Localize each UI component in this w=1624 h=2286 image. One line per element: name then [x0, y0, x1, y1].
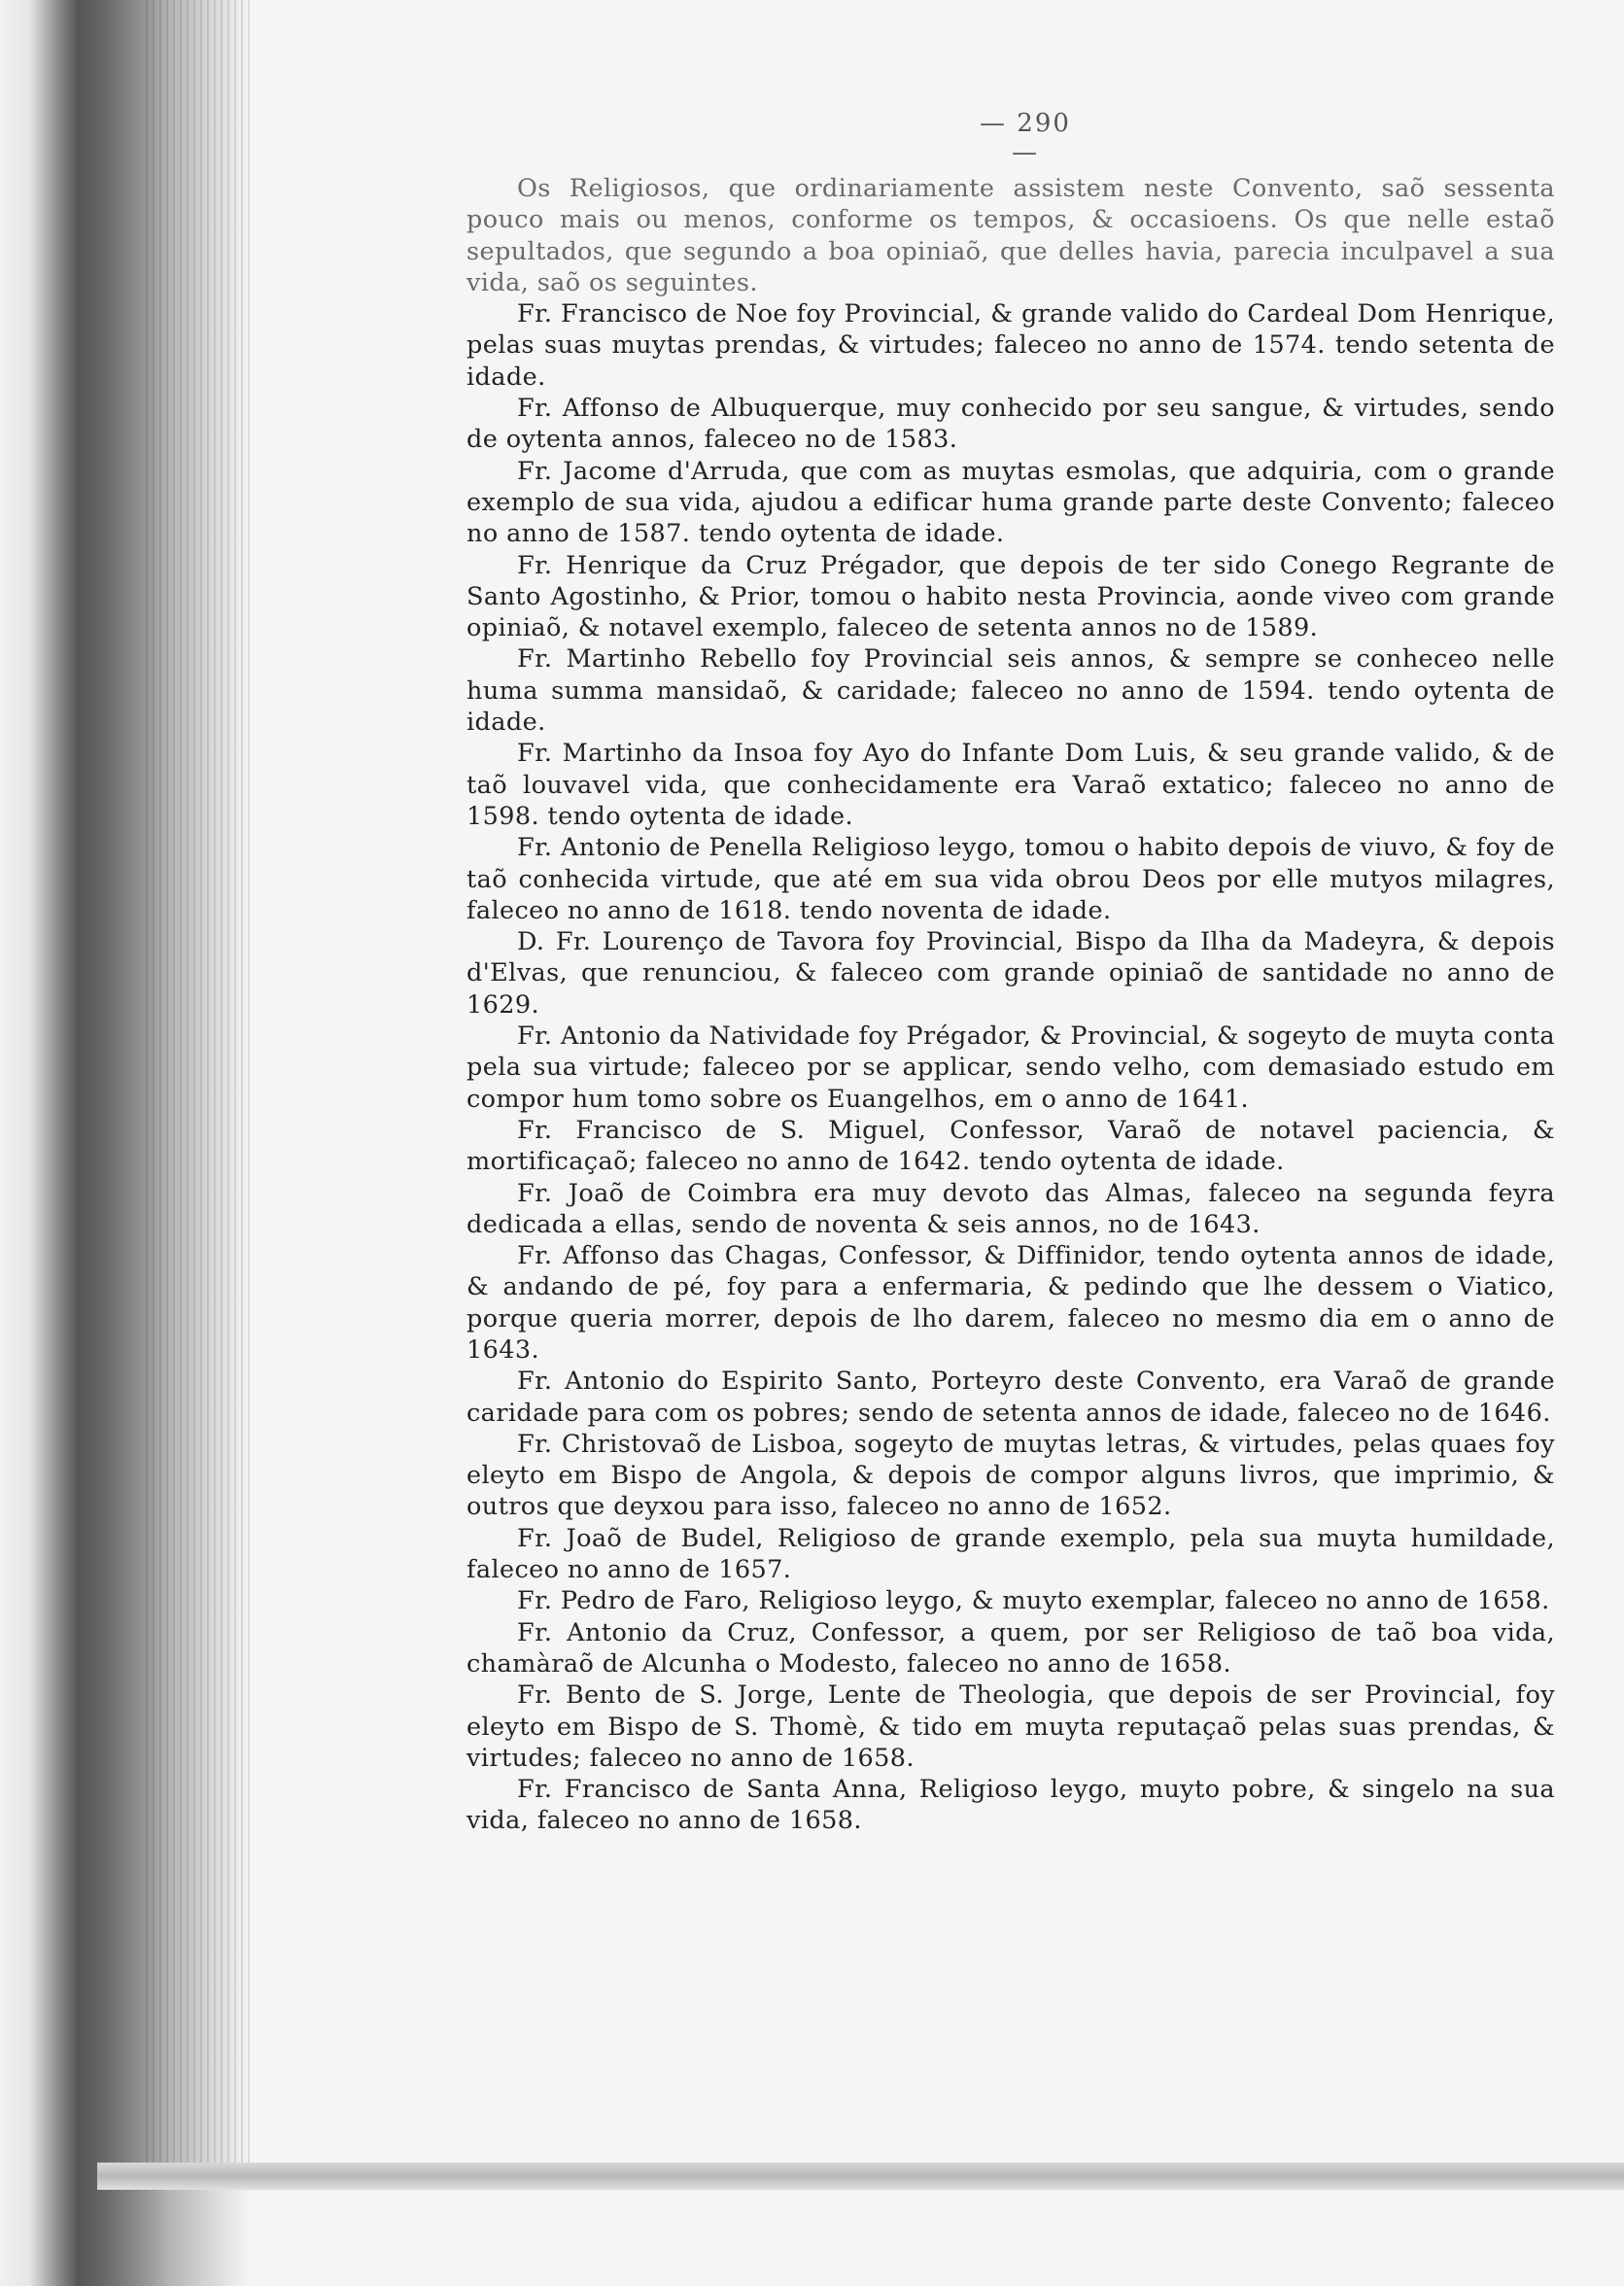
paragraph-francisco-de-s-miguel: Fr. Francisco de S. Miguel, Confessor, Varaõ de notavel paciencia, & mortificaçaõ; faleceo no anno de 1642. tendo oytenta de idade.	[466, 1115, 1555, 1177]
document-page	[248, 0, 1624, 2158]
page-bottom-edge	[97, 2163, 1624, 2190]
paragraph-affonso-de-albuquerque: Fr. Affonso de Albuquerque, muy conhecido por seu sangue, & virtudes, sendo de oytenta annos, faleceo no de 1583.	[466, 394, 1555, 455]
paragraph-martinho-rebello: Fr. Martinho Rebello foy Provincial seis annos, & sempre se conheceo nelle huma summa mansidaõ, & caridade; faleceo no anno de 1594. tendo oytenta de idade.	[466, 644, 1555, 738]
body-text	[466, 173, 1555, 1837]
paragraph-christovao-de-lisboa: Fr. Christovaõ de Lisboa, sogeyto de muytas letras, & virtudes, pelas quaes foy eleyto em Bispo de Angola, & depois de compor alguns livros, que imprimio, & outros que deyxou para isso, faleceo no anno de 1652.	[466, 1429, 1555, 1522]
page-edge-lines	[146, 0, 253, 2177]
page-number: — 290 —	[980, 109, 1071, 167]
paragraph-joao-de-budel: Fr. Joaõ de Budel, Religioso de grande exemplo, pela sua muyta humildade, faleceo no anno de 1657.	[466, 1523, 1555, 1585]
paragraph-francisco-de-santa-anna: Fr. Francisco de Santa Anna, Religioso leygo, muyto pobre, & singelo na sua vida, faleceo no anno de 1658.	[466, 1775, 1555, 1836]
paragraph-antonio-de-penella: Fr. Antonio de Penella Religioso leygo, tomou o habito depois de viuvo, & foy de taõ conhecida virtude, que até em sua vida obrou Deos por elle mutyos milagres, faleceo no anno de 1618. tendo noventa de idade.	[466, 833, 1555, 925]
paragraph-antonio-da-natividade: Fr. Antonio da Natividade foy Prégador, & Provincial, & sogeyto de muyta conta pela sua virtude; faleceo por se applicar, sendo velho, com demasiado estudo em compor hum tomo sobre os Euangelhos, em o anno de 1641.	[466, 1022, 1555, 1114]
paragraph-jacome-darruda: Fr. Jacome d'Arruda, que com as muytas esmolas, que adquiria, com o grande exemplo de sua vida, ajudou a edificar huma grande parte deste Convento; faleceo no anno de 1587. tendo oytenta de idade.	[466, 456, 1555, 549]
paragraph-joao-de-coimbra: Fr. Joaõ de Coimbra era muy devoto das Almas, faleceo na segunda feyra dedicada a ellas, sendo de noventa & seis annos, no de 1643.	[466, 1178, 1555, 1239]
paragraph-francisco-de-noe: Fr. Francisco de Noe foy Provincial, & grande valido do Cardeal Dom Henrique, pelas suas muytas prendas, & virtudes; faleceo no anno de 1574. tendo setenta de idade.	[466, 299, 1555, 392]
paragraph-pedro-de-faro: Fr. Pedro de Faro, Religioso leygo, & muyto exemplar, faleceo no anno de 1658.	[517, 1586, 1550, 1616]
paragraph-intro: Os Religiosos, que ordinariamente assistem neste Convento, saõ sessenta pouco mais ou menos, conforme os tempos, & occasioens. Os que nelle estaõ sepultados, que segundo a boa opiniaõ, que delles havia, parecia inculpavel a sua vida, saõ os seguintes.	[466, 174, 1555, 297]
paragraph-henrique-da-cruz: Fr. Henrique da Cruz Prégador, que depois de ter sido Conego Regrante de Santo Agostinho, & Prior, tomou o habito nesta Provincia, aonde viveo com grande opiniaõ, & notavel exemplo, faleceo de setenta annos no de 1589.	[466, 550, 1555, 643]
paragraph-affonso-das-chagas: Fr. Affonso das Chagas, Confessor, & Diffinidor, tendo oytenta annos de idade, & andando de pé, foy para a enfermaria, & pedindo que lhe dessem o Viatico, porque queria morrer, depois de lho darem, faleceo no mesmo dia em o anno de 1643.	[466, 1241, 1555, 1365]
paragraph-antonio-do-espirito-santo: Fr. Antonio do Espirito Santo, Porteyro deste Convento, era Varaõ de grande caridade para com os pobres; sendo de setenta annos de idade, faleceo no de 1646.	[466, 1367, 1555, 1428]
paragraph-bento-de-s-jorge: Fr. Bento de S. Jorge, Lente de Theologia, que depois de ser Provincial, foy eleyto em Bispo de S. Thomè, & tido em muyta reputaçaõ pelas suas prendas, & virtudes; faleceo no anno de 1658.	[466, 1680, 1555, 1773]
paragraph-antonio-da-cruz: Fr. Antonio da Cruz, Confessor, a quem, por ser Religioso de taõ boa vida, chamàraõ de Alcunha o Modesto, faleceo no anno de 1658.	[466, 1617, 1555, 1679]
paragraph-martinho-da-insoa: Fr. Martinho da Insoa foy Ayo do Infante Dom Luis, & seu grande valido, & de taõ louvavel vida, que conhecidamente era Varaõ extatico; faleceo no anno de 1598. tendo oytenta de idade.	[466, 739, 1555, 831]
paragraph-lourenco-de-tavora: D. Fr. Lourenço de Tavora foy Provincial, Bispo da Ilha da Madeyra, & depois d'Elvas, que renunciou, & faleceo com grande opiniaõ de santidade no anno de 1629.	[466, 927, 1555, 1020]
